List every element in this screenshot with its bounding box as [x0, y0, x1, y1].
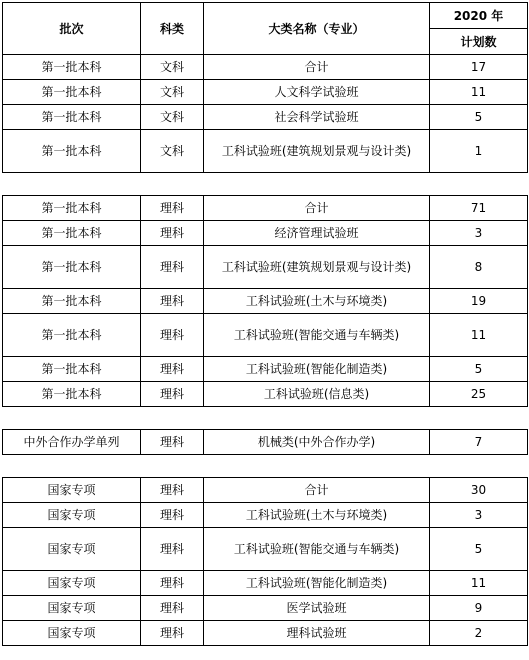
plan-cell: 25 — [430, 382, 528, 407]
header-row — [3, 3, 528, 29]
table-row — [3, 289, 528, 314]
category-cell: 理科 — [141, 528, 204, 571]
major-cell: 经济管理试验班 — [204, 221, 430, 246]
category-cell: 理科 — [141, 382, 204, 407]
table-header — [3, 3, 528, 55]
batch-cell: 第一批本科 — [3, 80, 141, 105]
category-cell: 理科 — [141, 196, 204, 221]
header-plan: 计划数 — [430, 29, 528, 55]
major-cell: 社会科学试验班 — [204, 105, 430, 130]
plan-cell: 3 — [430, 221, 528, 246]
table-row — [3, 314, 528, 357]
batch-cell: 第一批本科 — [3, 314, 141, 357]
batch-cell: 第一批本科 — [3, 221, 141, 246]
batch-cell: 第一批本科 — [3, 130, 141, 173]
table-row — [3, 105, 528, 130]
enrollment-plan-table — [2, 2, 528, 646]
major-cell: 工科试验班(土木与环境类) — [204, 289, 430, 314]
separator-cell — [3, 407, 528, 430]
batch-cell: 第一批本科 — [3, 357, 141, 382]
batch-cell: 国家专项 — [3, 596, 141, 621]
category-cell: 理科 — [141, 314, 204, 357]
batch-cell: 第一批本科 — [3, 246, 141, 289]
table-row — [3, 130, 528, 173]
table-row — [3, 621, 528, 646]
header-year: 2020 年 — [430, 3, 528, 29]
table-row — [3, 430, 528, 455]
major-cell: 工科试验班(智能交通与车辆类) — [204, 314, 430, 357]
plan-cell: 8 — [430, 246, 528, 289]
major-cell: 机械类(中外合作办学) — [204, 430, 430, 455]
category-cell: 理科 — [141, 571, 204, 596]
major-cell: 理科试验班 — [204, 621, 430, 646]
plan-cell: 11 — [430, 314, 528, 357]
plan-cell: 7 — [430, 430, 528, 455]
plan-cell: 17 — [430, 55, 528, 80]
category-cell: 理科 — [141, 430, 204, 455]
category-cell: 理科 — [141, 478, 204, 503]
table-row — [3, 55, 528, 80]
plan-cell: 2 — [430, 621, 528, 646]
category-cell: 理科 — [141, 289, 204, 314]
table-row — [3, 571, 528, 596]
category-cell: 理科 — [141, 621, 204, 646]
batch-cell: 中外合作办学单列 — [3, 430, 141, 455]
batch-cell: 国家专项 — [3, 528, 141, 571]
group-separator — [3, 407, 528, 430]
major-cell: 医学试验班 — [204, 596, 430, 621]
batch-cell: 国家专项 — [3, 503, 141, 528]
header-batch: 批次 — [3, 3, 141, 55]
header-category: 科类 — [141, 3, 204, 55]
separator-cell — [3, 455, 528, 478]
category-cell: 理科 — [141, 503, 204, 528]
batch-cell: 第一批本科 — [3, 55, 141, 80]
batch-cell: 第一批本科 — [3, 105, 141, 130]
major-cell: 工科试验班(建筑规划景观与设计类) — [204, 246, 430, 289]
separator-cell — [3, 173, 528, 196]
batch-cell: 第一批本科 — [3, 196, 141, 221]
plan-cell: 71 — [430, 196, 528, 221]
major-cell: 合计 — [204, 55, 430, 80]
category-cell: 理科 — [141, 357, 204, 382]
plan-cell: 30 — [430, 478, 528, 503]
table-row — [3, 478, 528, 503]
plan-cell: 3 — [430, 503, 528, 528]
major-cell: 人文科学试验班 — [204, 80, 430, 105]
major-cell: 工科试验班(土木与环境类) — [204, 503, 430, 528]
table-row — [3, 382, 528, 407]
plan-cell: 5 — [430, 357, 528, 382]
category-cell: 文科 — [141, 105, 204, 130]
major-cell: 工科试验班(智能化制造类) — [204, 571, 430, 596]
major-cell: 工科试验班(智能化制造类) — [204, 357, 430, 382]
plan-cell: 5 — [430, 105, 528, 130]
table-body — [3, 55, 528, 646]
plan-cell: 5 — [430, 528, 528, 571]
batch-cell: 第一批本科 — [3, 289, 141, 314]
major-cell: 工科试验班(智能交通与车辆类) — [204, 528, 430, 571]
table-row — [3, 528, 528, 571]
plan-cell: 11 — [430, 571, 528, 596]
table-row — [3, 80, 528, 105]
plan-cell: 19 — [430, 289, 528, 314]
batch-cell: 国家专项 — [3, 571, 141, 596]
major-cell: 工科试验班(信息类) — [204, 382, 430, 407]
table-row — [3, 246, 528, 289]
table-row — [3, 503, 528, 528]
category-cell: 理科 — [141, 246, 204, 289]
major-cell: 合计 — [204, 196, 430, 221]
table-row — [3, 596, 528, 621]
header-major: 大类名称（专业） — [204, 3, 430, 55]
table-row — [3, 196, 528, 221]
category-cell: 文科 — [141, 130, 204, 173]
plan-cell: 9 — [430, 596, 528, 621]
group-separator — [3, 455, 528, 478]
batch-cell: 第一批本科 — [3, 382, 141, 407]
category-cell: 理科 — [141, 596, 204, 621]
batch-cell: 国家专项 — [3, 478, 141, 503]
category-cell: 理科 — [141, 221, 204, 246]
table-row — [3, 357, 528, 382]
category-cell: 文科 — [141, 55, 204, 80]
category-cell: 文科 — [141, 80, 204, 105]
group-separator — [3, 173, 528, 196]
major-cell: 合计 — [204, 478, 430, 503]
batch-cell: 国家专项 — [3, 621, 141, 646]
table-row — [3, 221, 528, 246]
plan-cell: 11 — [430, 80, 528, 105]
major-cell: 工科试验班(建筑规划景观与设计类) — [204, 130, 430, 173]
plan-cell: 1 — [430, 130, 528, 173]
